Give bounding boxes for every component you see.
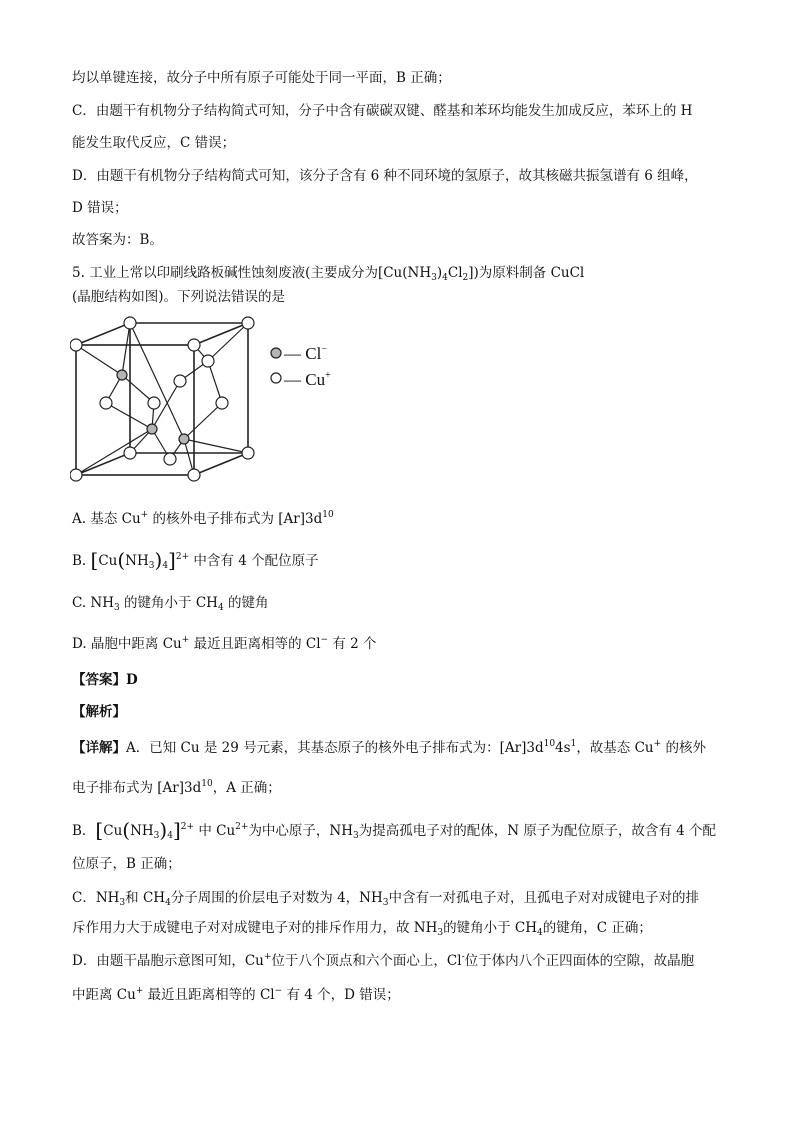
legend-cl-label: — Cl− [284,344,327,363]
explanation-d-line2: 中距离 Cu+ 最近且距离相等的 Cl− 有 4 个，D 错误； [72,986,400,1003]
explanation-b-line1: B．$[Cu(NH_3)_4]^{2+}$ 中 $Cu^{2+}$为中心原子，$NH_3$为提高孤电子对的配体，N 原子为配位原子，故含有 4 个配 [72,818,717,842]
option-d: D. 晶胞中距离 Cu+ 最近且距离相等的 Cl− 有 2 个 [72,635,377,652]
answer-value: D [126,672,138,688]
question-stem-cont: (晶胞结构如图)。下列说法错误的是 [72,289,286,305]
explanation-d-line1: D．由题干晶胞示意图可知，Cu+位于八个顶点和六个面心上，Cl-位于体内八个正四面体的空隙，故晶胞 [72,952,695,969]
answer-line [72,670,138,690]
text-line: 能发生取代反应，C 错误； [72,135,236,151]
question-stem: 5. 工业上常以印刷线路板碱性蚀刻废液(主要成分为$[Cu(NH_3)_4Cl_2]$)为原料制备 CuCl [72,265,585,283]
text-line: C．由题干有机物分子结构简式可知，分子中含有碳碳双键、醛基和苯环均能发生加成反应，苯环上的 H [72,103,693,119]
option-b: B. $[Cu(NH_3)_4]^{2+}$ 中含有 4 个配位原子 [72,548,319,572]
text-line: D．由题干有机物分子结构简式可知，该分子含有 6 种不同环境的氢原子，故其核磁共振氢谱有 6 组峰， [72,168,698,184]
legend [271,344,331,389]
text-line: 故答案为：B。 [72,232,163,248]
option-c: C. $NH_3$ 的键角小于 $CH_4$ 的键角 [72,595,269,613]
question-number: 5. [72,265,85,281]
explanation-a-line2: 电子排布式为 $[Ar]3d^{10}$，A 正确； [72,779,281,796]
explanation-a-line1: 【详解】A．已知 Cu 是 29 号元素，其基态原子的核外电子排布式为：$[Ar]3d^{10}4s^1$，故基态 Cu+ 的核外 [72,739,706,756]
answer-label: 【答案】 [72,672,126,688]
legend-cu-label: — Cu+ [284,370,331,389]
legend-cu-marker [271,373,281,383]
text-line: D 错误； [72,200,128,216]
option-a: A. 基态 Cu+ 的核外电子排布式为 $[Ar]3d^{10}$ [72,510,334,527]
cu-ions [70,317,254,481]
analysis-label: 【解析】 [72,704,126,720]
explanation-b-line2: 位原子，B 正确； [72,856,181,872]
explanation-c-line2: 斥作用力大于成键电子对对成键电子对的排斥作用力，故 $NH_3$的键角小于 $CH_4$的键角，C 正确； [72,920,652,938]
text-line: 均以单键连接，故分子中所有原子可能处于同一平面，B 正确； [72,70,451,86]
crystal-cell-figure [70,315,360,490]
legend-cl-marker [271,348,281,358]
explanation-c-line1: C．$NH_3$和 $CH_4$分子周围的价层电子对数为 4，$NH_3$中含有一对孤电子对，且孤电子对对成键电子对的排 [72,890,699,908]
